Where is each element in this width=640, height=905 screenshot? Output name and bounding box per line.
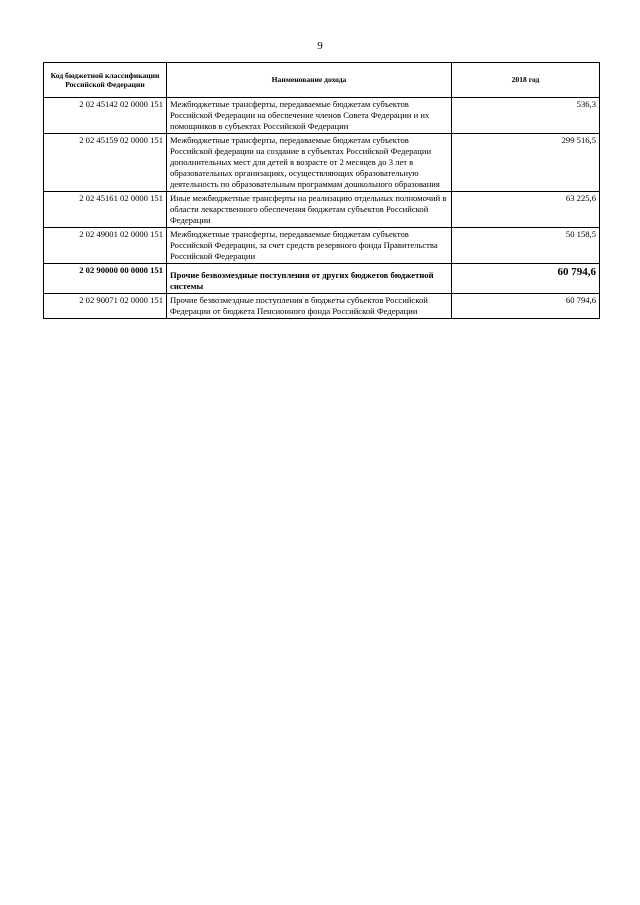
row-code: 2 02 90000 00 0000 151 [44, 264, 167, 294]
row-amount: 536,3 [452, 98, 600, 134]
page-number: 9 [317, 40, 323, 52]
row-amount: 50 158,5 [452, 228, 600, 264]
table-row [44, 294, 600, 319]
table-header-row [44, 63, 600, 98]
row-code: 2 02 45142 02 0000 151 [44, 98, 167, 134]
table-row [44, 134, 600, 192]
row-code: 2 02 45161 02 0000 151 [44, 192, 167, 228]
row-code: 2 02 45159 02 0000 151 [44, 134, 167, 192]
header-name: Наименование дохода [167, 63, 452, 98]
table-row [44, 192, 600, 228]
revenue-table [43, 62, 600, 319]
row-name: Межбюджетные трансферты, передаваемые бюджетам субъектов Российской федерации на создание в субъектах Российской Федерации дополнительных мест для детей в возрасте от 2 месяцев до 3 лет в образовательных организациях, осуществляющих образовательную деятельность по образовательным программам дошкольного образования [167, 134, 452, 192]
header-year: 2018 год [452, 63, 600, 98]
table-row-subtotal [44, 264, 600, 294]
header-code: Код бюджетной классификации Российской Федерации [44, 63, 167, 98]
row-amount: 60 794,6 [452, 264, 600, 294]
row-code: 2 02 90071 02 0000 151 [44, 294, 167, 319]
row-amount: 60 794,6 [452, 294, 600, 319]
row-name: Прочие безвозмездные поступления в бюджеты субъектов Российской Федерации от бюджета Пенсионного фонда Российской Федерации [167, 294, 452, 319]
table-row [44, 98, 600, 134]
row-amount: 299 516,5 [452, 134, 600, 192]
row-amount: 63 225,6 [452, 192, 600, 228]
table-row [44, 228, 600, 264]
row-name: Прочие безвозмездные поступления от других бюджетов бюджетной системы [167, 264, 452, 294]
row-name: Межбюджетные трансферты, передаваемые бюджетам субъектов Российской Федерации на обеспечение членов Совета Федерации и их помощников в субъектах Российской Федерации [167, 98, 452, 134]
row-name: Межбюджетные трансферты, передаваемые бюджетам субъектов Российской Федерации, за счет средств резервного фонда Правительства Российской Федерации [167, 228, 452, 264]
row-code: 2 02 49001 02 0000 151 [44, 228, 167, 264]
row-name: Иные межбюджетные трансферты на реализацию отдельных полномочий в области лекарственного обеспечения бюджетам субъектов Российской Федерации [167, 192, 452, 228]
